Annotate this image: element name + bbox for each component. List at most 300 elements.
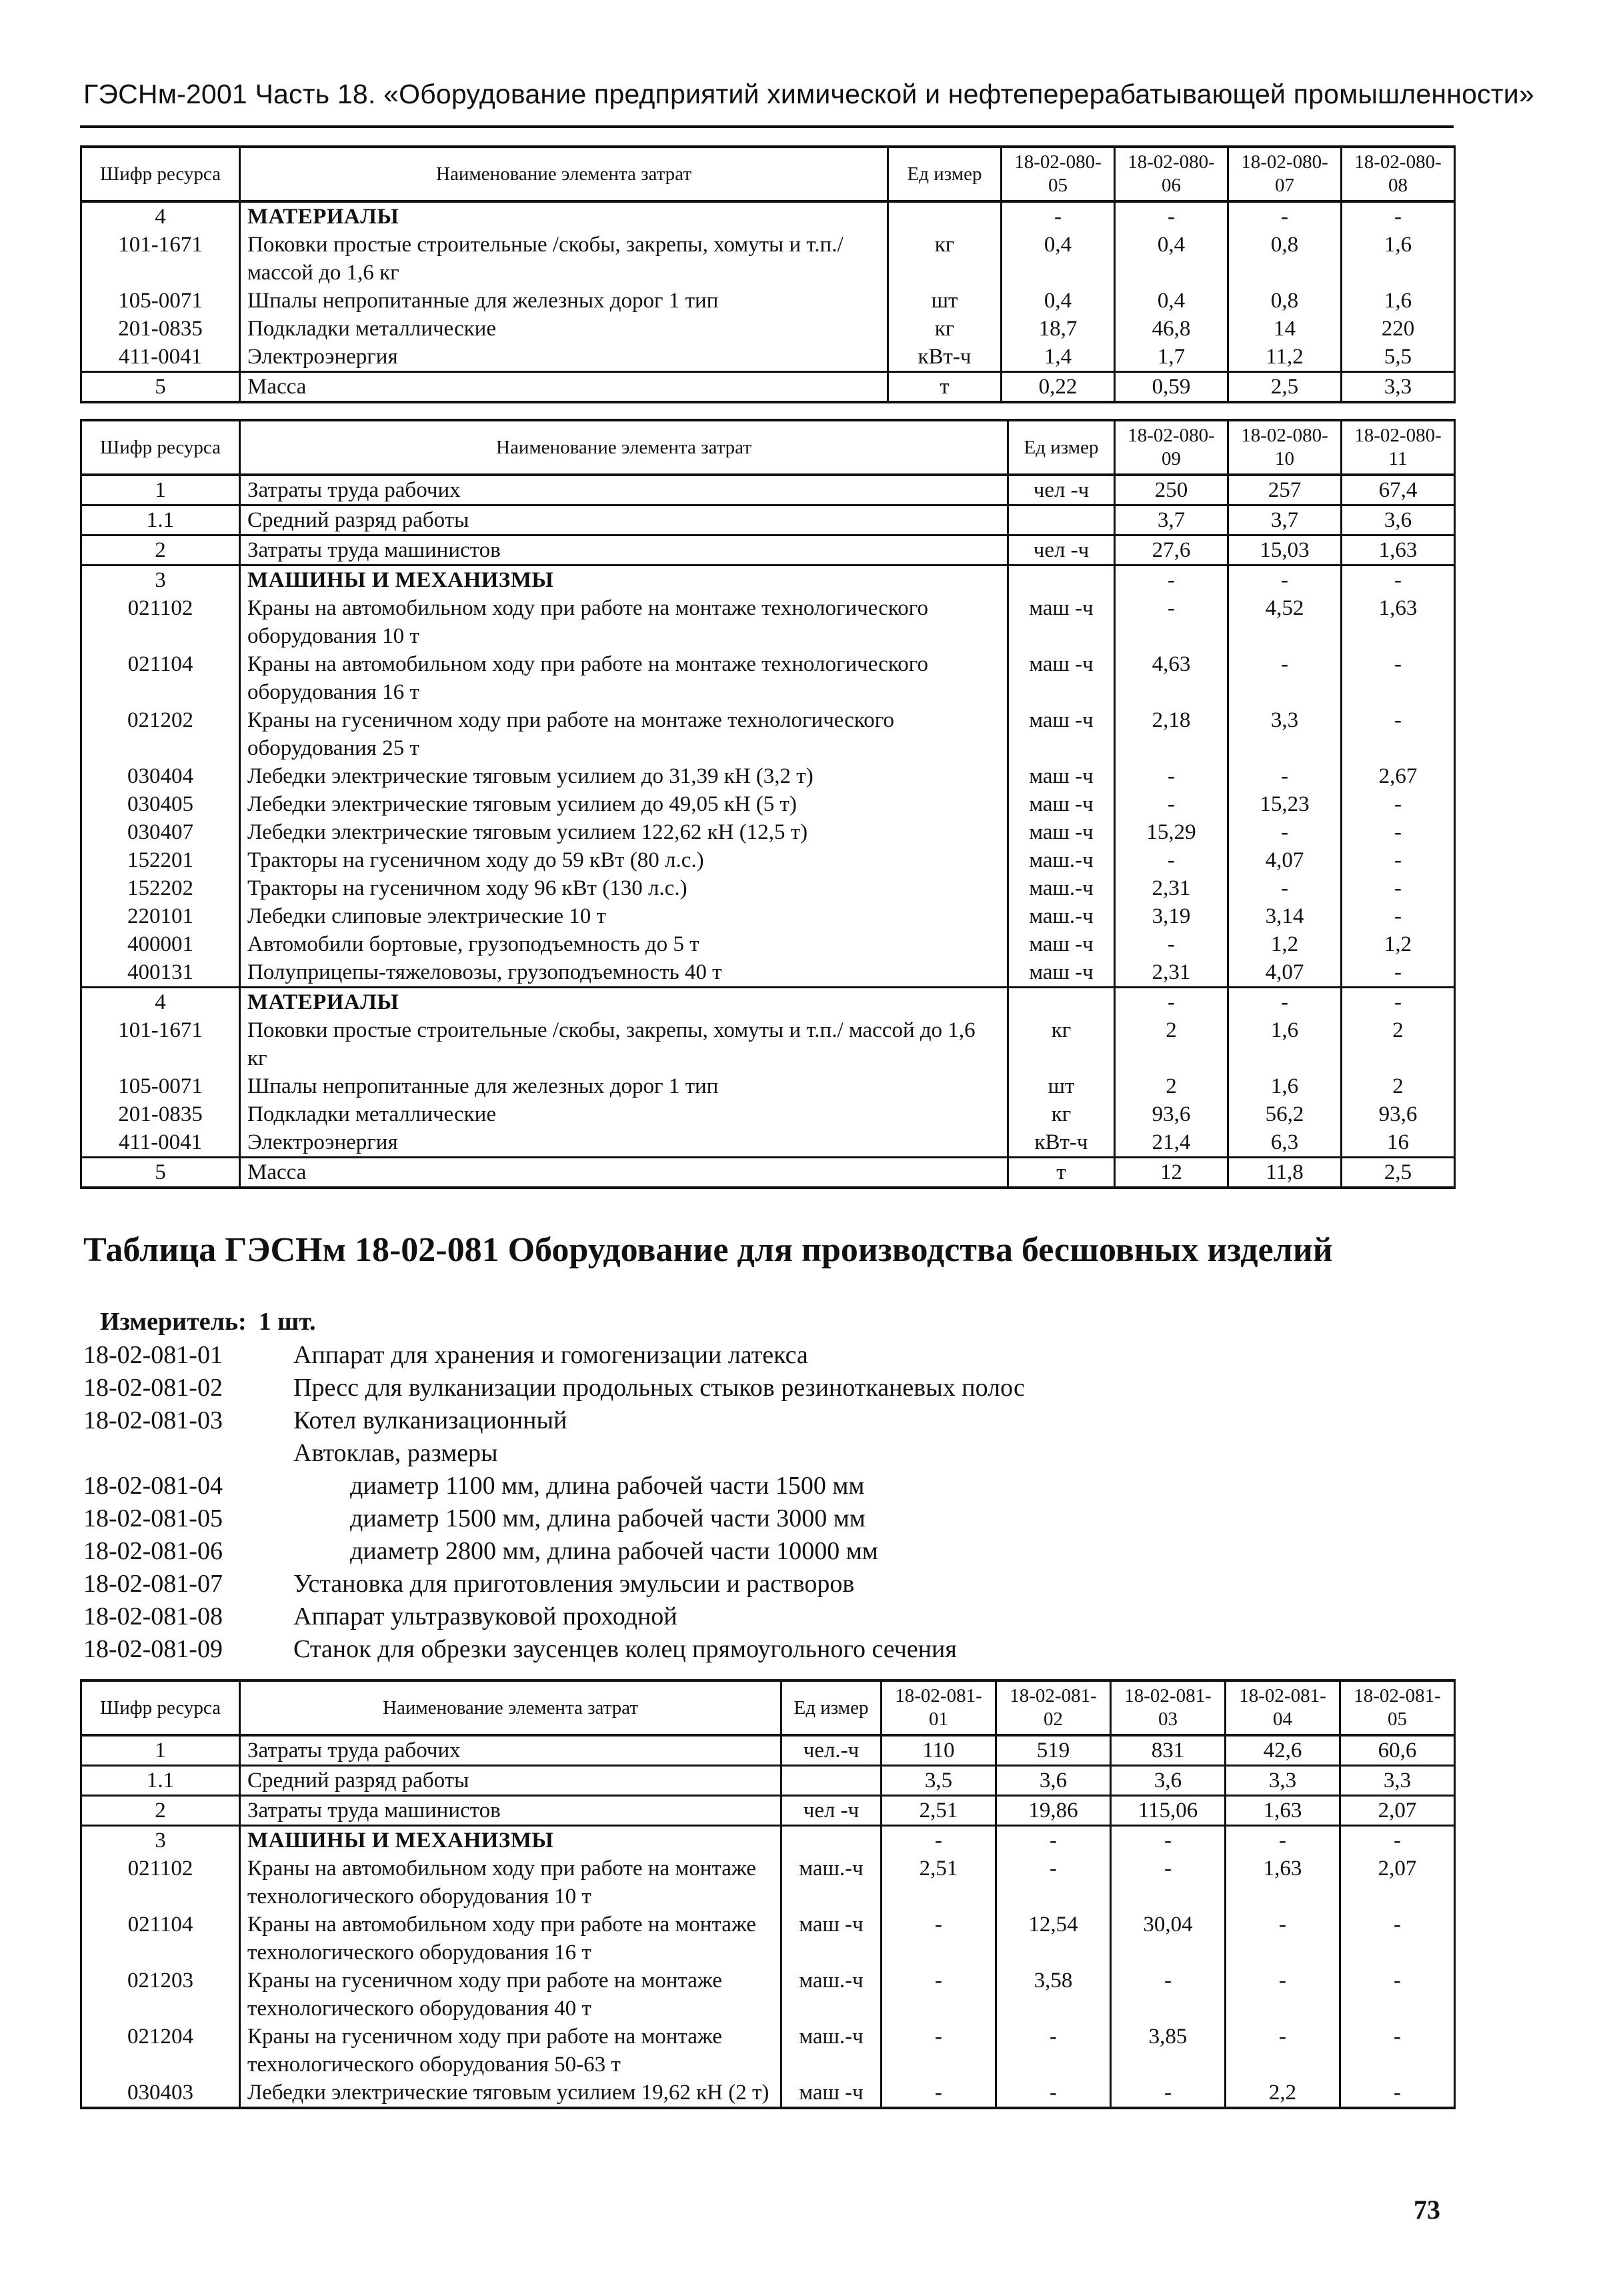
value-cell: 12,54 (996, 1911, 1111, 1967)
table-row (81, 706, 1455, 762)
resource-code: 030404 (81, 762, 240, 790)
value-cell: 21,4 (1115, 1128, 1228, 1158)
value-cell: 1,6 (1228, 1016, 1342, 1072)
col-header-code: Шифр ресурса (81, 147, 240, 201)
unit-cell: кВт-ч (888, 343, 1002, 372)
value-cell: 0,22 (1002, 372, 1115, 403)
resource-code: 152202 (81, 874, 240, 902)
col-header-name: Наименование элемента затрат (240, 147, 888, 201)
resource-code: 400131 (81, 958, 240, 988)
cost-element-name: Тракторы на гусеничном ходу до 59 кВт (80 л.с.) (240, 846, 1008, 874)
resource-code: 101-1671 (81, 1016, 240, 1072)
value-cell: 2,07 (1340, 1796, 1455, 1826)
value-cell: 519 (996, 1735, 1111, 1766)
value-cell: 15,23 (1228, 790, 1342, 818)
resource-table-080-05-08 (80, 145, 1456, 403)
value-cell: 2,67 (1342, 762, 1455, 790)
table-row (81, 988, 1455, 1017)
table-row (81, 475, 1455, 505)
variant-code: 18-02-081-06 (83, 1537, 223, 1565)
table-row (81, 535, 1455, 565)
unit-cell (1008, 565, 1115, 595)
cost-element-name: МАТЕРИАЛЫ (240, 201, 888, 231)
resource-code: 201-0835 (81, 315, 240, 343)
resource-code: 021104 (81, 650, 240, 706)
resource-code: 101-1671 (81, 231, 240, 287)
variant-item (83, 1470, 1025, 1502)
value-cell: 3,3 (1226, 1766, 1340, 1796)
resource-code: 1 (81, 1735, 240, 1766)
value-cell: 2 (1342, 1016, 1455, 1072)
cost-element-name: Автомобили бортовые, грузоподъемность до 5 т (240, 930, 1008, 958)
value-cell: - (1340, 2023, 1455, 2079)
col-header-name: Наименование элемента затрат (240, 1680, 781, 1735)
resource-code: 411-0041 (81, 1128, 240, 1158)
value-cell: - (1115, 594, 1228, 650)
variant-text: Установка для приготовления эмульсии и растворов (293, 1570, 855, 1598)
value-cell: 2,51 (882, 1796, 996, 1826)
value-cell: 16 (1342, 1128, 1455, 1158)
value-cell: 1,4 (1002, 343, 1115, 372)
value-cell: - (1342, 818, 1455, 846)
value-cell: 2,51 (882, 1855, 996, 1911)
cost-element-name: Лебедки электрические тяговым усилием до 49,05 кН (5 т) (240, 790, 1008, 818)
cost-element-name: МАТЕРИАЛЫ (240, 988, 1008, 1017)
table-row (81, 930, 1455, 958)
col-header-norm: 18-02-080-08 (1342, 147, 1455, 201)
table-row (81, 762, 1455, 790)
value-cell: - (1228, 762, 1342, 790)
value-cell: 3,19 (1115, 902, 1228, 930)
col-header-code: Шифр ресурса (81, 420, 240, 475)
value-cell: 4,63 (1115, 650, 1228, 706)
header-rule (80, 125, 1454, 128)
value-cell: - (1115, 790, 1228, 818)
unit-cell: чел -ч (781, 1796, 882, 1826)
unit-cell: т (888, 372, 1002, 403)
value-cell: 2,5 (1228, 372, 1342, 403)
value-cell: 1,2 (1342, 930, 1455, 958)
variant-text: Автоклав, размеры (293, 1439, 498, 1467)
value-cell: 4,07 (1228, 958, 1342, 988)
cost-element-name: МАШИНЫ И МЕХАНИЗМЫ (240, 565, 1008, 595)
value-cell: 0,59 (1115, 372, 1228, 403)
value-cell: 4,07 (1228, 846, 1342, 874)
unit-cell: т (1008, 1158, 1115, 1188)
value-cell: 0,8 (1228, 231, 1342, 287)
variant-item (83, 1502, 1025, 1535)
table-row (81, 2023, 1455, 2079)
value-cell: - (1115, 762, 1228, 790)
value-cell: 1,6 (1342, 231, 1455, 287)
variant-code: 18-02-081-05 (83, 1504, 223, 1532)
cost-element-name: Краны на автомобильном ходу при работе на монтаже технологического оборудования 16 т (240, 650, 1008, 706)
table-row (81, 1158, 1455, 1188)
table-row (81, 1855, 1455, 1911)
table-row (81, 818, 1455, 846)
cost-element-name: Шпалы непропитанные для железных дорог 1 тип (240, 287, 888, 315)
unit-cell (781, 1826, 882, 1855)
table-row (81, 874, 1455, 902)
value-cell: - (1228, 565, 1342, 595)
table-row (81, 1911, 1455, 1967)
value-cell: 15,29 (1115, 818, 1228, 846)
unit-cell: кВт-ч (1008, 1128, 1115, 1158)
value-cell: - (996, 2023, 1111, 2079)
resource-code: 4 (81, 201, 240, 231)
meter-label: Измеритель: (100, 1308, 247, 1336)
variant-code: 18-02-081-01 (83, 1341, 223, 1369)
value-cell: - (1226, 1911, 1340, 1967)
unit-cell: маш.-ч (1008, 874, 1115, 902)
value-cell: 46,8 (1115, 315, 1228, 343)
value-cell: 0,8 (1228, 287, 1342, 315)
unit-cell: маш -ч (1008, 762, 1115, 790)
col-header-norm: 18-02-080-07 (1228, 147, 1342, 201)
unit-cell (1008, 988, 1115, 1017)
table-row (81, 1072, 1455, 1100)
resource-code: 1.1 (81, 505, 240, 535)
value-cell: - (1111, 1967, 1226, 2023)
value-cell: - (1228, 650, 1342, 706)
value-cell: 2,5 (1342, 1158, 1455, 1188)
value-cell: 6,3 (1228, 1128, 1342, 1158)
value-cell: 831 (1111, 1735, 1226, 1766)
table-row (81, 287, 1455, 315)
value-cell: 3,85 (1111, 2023, 1226, 2079)
resource-code: 105-0071 (81, 1072, 240, 1100)
cost-element-name: Краны на автомобильном ходу при работе на монтаже технологического оборудования 10 т (240, 594, 1008, 650)
value-cell: 42,6 (1226, 1735, 1340, 1766)
value-cell: 1,7 (1115, 343, 1228, 372)
table-row (81, 201, 1455, 231)
resource-code: 105-0071 (81, 287, 240, 315)
cost-element-name: Поковки простые строительные /скобы, закрепы, хомуты и т.п./ массой до 1,6 кг (240, 231, 888, 287)
variant-item (83, 1535, 1025, 1568)
variant-item (83, 1339, 1025, 1372)
unit-cell: чел.-ч (781, 1735, 882, 1766)
value-cell: 2 (1115, 1072, 1228, 1100)
value-cell: - (1226, 2023, 1340, 2079)
value-cell: - (1226, 1826, 1340, 1855)
table-row (81, 1796, 1455, 1826)
value-cell: 93,6 (1342, 1100, 1455, 1128)
table-header-row (81, 420, 1455, 475)
col-header-norm: 18-02-081-05 (1340, 1680, 1455, 1735)
value-cell: 2,2 (1226, 2079, 1340, 2108)
value-cell: 0,4 (1115, 287, 1228, 315)
table-row (81, 902, 1455, 930)
page-number: 73 (1414, 2195, 1440, 2225)
table-row (81, 343, 1455, 372)
value-cell: - (996, 1855, 1111, 1911)
value-cell: - (1111, 1826, 1226, 1855)
resource-code: 3 (81, 565, 240, 595)
variant-text: Аппарат ультразвуковой проходной (293, 1602, 677, 1630)
value-cell: 15,03 (1228, 535, 1342, 565)
value-cell: 14 (1228, 315, 1342, 343)
table-row (81, 1735, 1455, 1766)
cost-element-name: Лебедки электрические тяговым усилием 19,62 кН (2 т) (240, 2079, 781, 2108)
cost-element-name: Шпалы непропитанные для железных дорог 1 тип (240, 1072, 1008, 1100)
variant-item (83, 1404, 1025, 1437)
unit-cell: маш -ч (781, 1911, 882, 1967)
resource-code: 1.1 (81, 1766, 240, 1796)
unit-cell (781, 1766, 882, 1796)
value-cell: 30,04 (1111, 1911, 1226, 1967)
resource-code: 030403 (81, 2079, 240, 2108)
cost-element-name: Лебедки слиповые электрические 10 т (240, 902, 1008, 930)
value-cell: - (882, 2023, 996, 2079)
table-row (81, 315, 1455, 343)
unit-cell: маш -ч (1008, 930, 1115, 958)
value-cell: - (882, 1967, 996, 2023)
variant-code: 18-02-081-08 (83, 1602, 223, 1630)
resource-code: 1 (81, 475, 240, 505)
variant-text: диаметр 1500 мм, длина рабочей части 3000 мм (350, 1504, 866, 1532)
unit-cell: кг (888, 231, 1002, 287)
unit-cell: маш -ч (781, 2079, 882, 2108)
value-cell: 18,7 (1002, 315, 1115, 343)
table-row (81, 846, 1455, 874)
unit-cell: маш.-ч (781, 1967, 882, 2023)
value-cell: - (882, 1911, 996, 1967)
value-cell: - (1342, 706, 1455, 762)
variant-text: диаметр 2800 мм, длина рабочей части 10000 мм (350, 1537, 878, 1565)
value-cell: 250 (1115, 475, 1228, 505)
value-cell: - (1340, 1911, 1455, 1967)
value-cell: 2,31 (1115, 958, 1228, 988)
variant-item (83, 1600, 1025, 1633)
table-row (81, 2079, 1455, 2108)
value-cell: 67,4 (1342, 475, 1455, 505)
variant-code: 18-02-081-09 (83, 1635, 223, 1663)
value-cell: 220 (1342, 315, 1455, 343)
value-cell: 3,5 (882, 1766, 996, 1796)
variant-code: 18-02-081-03 (83, 1406, 223, 1434)
value-cell: - (1228, 988, 1342, 1017)
meter-line (100, 1307, 316, 1336)
table-row (81, 372, 1455, 403)
value-cell: - (1342, 565, 1455, 595)
variant-item (83, 1372, 1025, 1404)
resource-code: 2 (81, 1796, 240, 1826)
cost-element-name: Лебедки электрические тяговым усилием до 31,39 кН (3,2 т) (240, 762, 1008, 790)
cost-element-name: Краны на гусеничном ходу при работе на монтаже технологического оборудования 50-63 т (240, 2023, 781, 2079)
cost-element-name: МАШИНЫ И МЕХАНИЗМЫ (240, 1826, 781, 1855)
col-header-norm: 18-02-080-10 (1228, 420, 1342, 475)
resource-code: 021202 (81, 706, 240, 762)
table-row (81, 1128, 1455, 1158)
unit-cell: шт (1008, 1072, 1115, 1100)
cost-element-name: Тракторы на гусеничном ходу 96 кВт (130 л.с.) (240, 874, 1008, 902)
value-cell: 3,6 (996, 1766, 1111, 1796)
cost-element-name: Подкладки металлические (240, 1100, 1008, 1128)
resource-code: 021204 (81, 2023, 240, 2079)
value-cell: - (1342, 650, 1455, 706)
value-cell: 3,14 (1228, 902, 1342, 930)
value-cell: 3,3 (1228, 706, 1342, 762)
cost-element-name: Подкладки металлические (240, 315, 888, 343)
value-cell: 1,2 (1228, 930, 1342, 958)
col-header-norm: 18-02-080-11 (1342, 420, 1455, 475)
cost-element-name: Масса (240, 1158, 1008, 1188)
unit-cell: маш.-ч (781, 1855, 882, 1911)
value-cell: 19,86 (996, 1796, 1111, 1826)
unit-cell: маш -ч (1008, 706, 1115, 762)
value-cell: 3,58 (996, 1967, 1111, 2023)
variant-text: Аппарат для хранения и гомогенизации латекса (293, 1341, 808, 1369)
value-cell: 2 (1115, 1016, 1228, 1072)
value-cell: 110 (882, 1735, 996, 1766)
variant-item (83, 1437, 1025, 1470)
value-cell: - (996, 1826, 1111, 1855)
col-header-unit: Ед измер (781, 1680, 882, 1735)
value-cell: 12 (1115, 1158, 1228, 1188)
table-row (81, 505, 1455, 535)
col-header-name: Наименование элемента затрат (240, 420, 1008, 475)
value-cell: 11,2 (1228, 343, 1342, 372)
value-cell: 1,63 (1226, 1855, 1340, 1911)
value-cell: 115,06 (1111, 1796, 1226, 1826)
cost-element-name: Краны на гусеничном ходу при работе на монтаже технологического оборудования 25 т (240, 706, 1008, 762)
value-cell: - (1340, 1826, 1455, 1855)
value-cell: - (1115, 988, 1228, 1017)
resource-code: 411-0041 (81, 343, 240, 372)
col-header-norm: 18-02-080-09 (1115, 420, 1228, 475)
variant-text: диаметр 1100 мм, длина рабочей части 1500 мм (350, 1472, 865, 1500)
value-cell: - (1342, 790, 1455, 818)
value-cell: - (1342, 958, 1455, 988)
value-cell: 93,6 (1115, 1100, 1228, 1128)
cost-element-name: Средний разряд работы (240, 505, 1008, 535)
value-cell: - (1111, 2079, 1226, 2108)
resource-code: 220101 (81, 902, 240, 930)
variant-item (83, 1633, 1025, 1666)
meter-value: 1 шт. (258, 1308, 316, 1336)
value-cell: 3,7 (1115, 505, 1228, 535)
section-title: Таблица ГЭСНм 18-02-081 Оборудование для производства бесшовных изделий (83, 1231, 1333, 1269)
unit-cell: чел -ч (1008, 535, 1115, 565)
unit-cell: кг (888, 315, 1002, 343)
value-cell: - (1115, 201, 1228, 231)
value-cell: 257 (1228, 475, 1342, 505)
cost-element-name: Средний разряд работы (240, 1766, 781, 1796)
value-cell: 2,07 (1340, 1855, 1455, 1911)
value-cell: 1,63 (1342, 594, 1455, 650)
value-cell: - (1342, 201, 1455, 231)
unit-cell (888, 201, 1002, 231)
table-row (81, 958, 1455, 988)
variant-text: Пресс для вулканизации продольных стыков резинотканевых полос (293, 1374, 1025, 1402)
value-cell: - (996, 2079, 1111, 2108)
table-row (81, 594, 1455, 650)
value-cell: 0,4 (1002, 287, 1115, 315)
cost-element-name: Электроэнергия (240, 1128, 1008, 1158)
variant-text: Станок для обрезки заусенцев колец прямоугольного сечения (293, 1635, 957, 1663)
table-row (81, 1100, 1455, 1128)
resource-code: 5 (81, 372, 240, 403)
resource-code: 400001 (81, 930, 240, 958)
value-cell: 60,6 (1340, 1735, 1455, 1766)
resource-code: 021102 (81, 1855, 240, 1911)
value-cell: - (882, 1826, 996, 1855)
unit-cell: маш.-ч (1008, 902, 1115, 930)
table-row (81, 231, 1455, 287)
cost-element-name: Электроэнергия (240, 343, 888, 372)
variant-text: Котел вулканизационный (293, 1406, 567, 1434)
variant-code (83, 1437, 293, 1470)
value-cell: - (1115, 565, 1228, 595)
unit-cell: чел -ч (1008, 475, 1115, 505)
unit-cell: шт (888, 287, 1002, 315)
resource-code: 2 (81, 535, 240, 565)
table-header-row (81, 147, 1455, 201)
unit-cell: маш.-ч (781, 2023, 882, 2079)
value-cell: 0,4 (1115, 231, 1228, 287)
cost-element-name: Полуприцепы-тяжеловозы, грузоподъемность 40 т (240, 958, 1008, 988)
cost-element-name: Краны на гусеничном ходу при работе на монтаже технологического оборудования 40 т (240, 1967, 781, 2023)
cost-element-name: Поковки простые строительные /скобы, закрепы, хомуты и т.п./ массой до 1,6 кг (240, 1016, 1008, 1072)
col-header-norm: 18-02-081-04 (1226, 1680, 1340, 1735)
unit-cell: кг (1008, 1100, 1115, 1128)
variant-item (83, 1568, 1025, 1600)
value-cell: 5,5 (1342, 343, 1455, 372)
value-cell: - (1228, 818, 1342, 846)
value-cell: 3,6 (1342, 505, 1455, 535)
value-cell: - (1115, 846, 1228, 874)
value-cell: - (1228, 874, 1342, 902)
col-header-code: Шифр ресурса (81, 1680, 240, 1735)
value-cell: 2,31 (1115, 874, 1228, 902)
value-cell: 1,63 (1226, 1796, 1340, 1826)
resource-code: 152201 (81, 846, 240, 874)
col-header-unit: Ед измер (888, 147, 1002, 201)
cost-element-name: Краны на автомобильном ходу при работе на монтаже технологического оборудования 10 т (240, 1855, 781, 1911)
value-cell: 3,3 (1340, 1766, 1455, 1796)
table-row (81, 1826, 1455, 1855)
value-cell: 56,2 (1228, 1100, 1342, 1128)
value-cell: 2,18 (1115, 706, 1228, 762)
value-cell: - (1228, 201, 1342, 231)
unit-cell: кг (1008, 1016, 1115, 1072)
unit-cell: маш -ч (1008, 818, 1115, 846)
resource-code: 5 (81, 1158, 240, 1188)
variant-code: 18-02-081-07 (83, 1570, 223, 1598)
col-header-norm: 18-02-080-06 (1115, 147, 1228, 201)
value-cell: 1,63 (1342, 535, 1455, 565)
table-row (81, 1766, 1455, 1796)
col-header-norm: 18-02-081-03 (1111, 1680, 1226, 1735)
unit-cell: маш.-ч (1008, 846, 1115, 874)
cost-element-name: Масса (240, 372, 888, 403)
cost-element-name: Затраты труда машинистов (240, 535, 1008, 565)
resource-code: 021102 (81, 594, 240, 650)
value-cell: - (1115, 930, 1228, 958)
resource-code: 201-0835 (81, 1100, 240, 1128)
col-header-norm: 18-02-080-05 (1002, 147, 1115, 201)
value-cell: - (1342, 874, 1455, 902)
value-cell: 27,6 (1115, 535, 1228, 565)
cost-element-name: Краны на автомобильном ходу при работе на монтаже технологического оборудования 16 т (240, 1911, 781, 1967)
value-cell: - (1340, 1967, 1455, 2023)
value-cell: 2 (1342, 1072, 1455, 1100)
value-cell: 11,8 (1228, 1158, 1342, 1188)
value-cell: - (1342, 846, 1455, 874)
table-header-row (81, 1680, 1455, 1735)
value-cell: 3,3 (1342, 372, 1455, 403)
unit-cell: маш -ч (1008, 650, 1115, 706)
